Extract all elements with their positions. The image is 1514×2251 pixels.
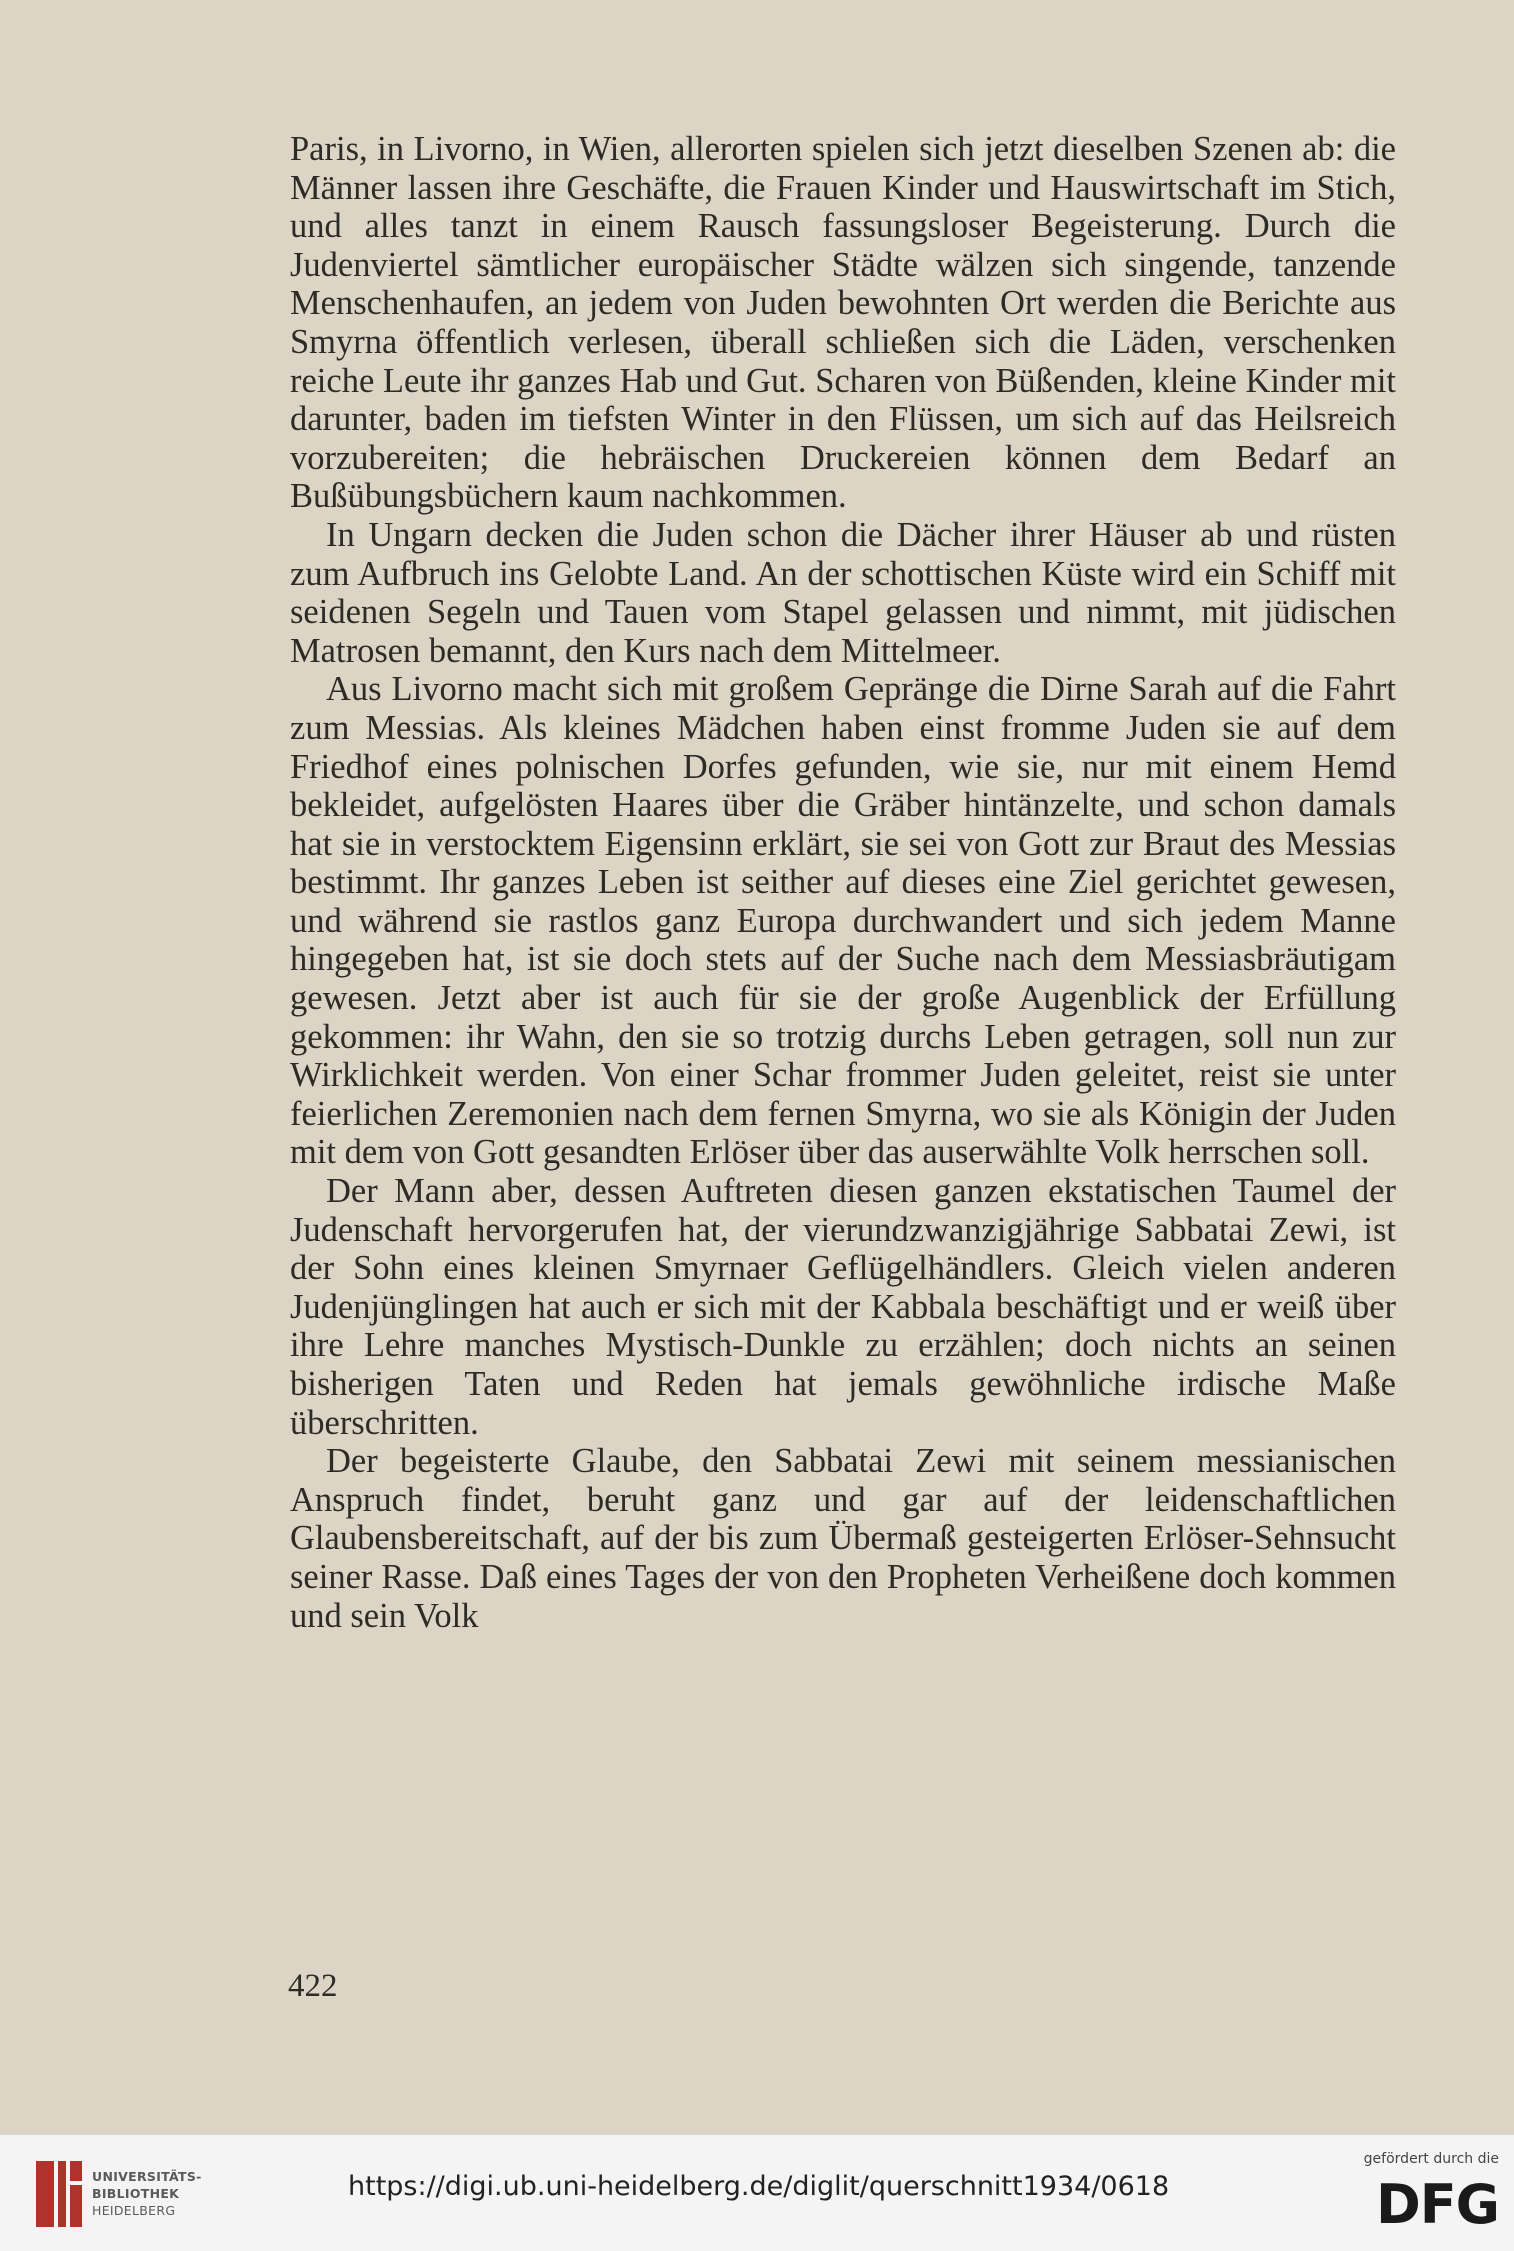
permalink-url[interactable]: https://digi.ub.uni-heidelberg.de/diglit/querschnitt1934/0618 [348, 2171, 1170, 2202]
dfg-logo: DFG [1375, 2173, 1499, 2236]
library-emblem-icon [34, 2159, 84, 2229]
viewer-footer [0, 2134, 1514, 2251]
paragraph: In Ungarn decken die Juden schon die Dächer ihrer Häuser ab und rüsten zum Aufbruch ins Gelobte Land. An der schottischen Küste wird ein Schiff mit seidenen Segeln und Tauen vom Stapel gelassen und nimmt, mit jüdischen Matrosen bemannt, den Kurs nach dem Mittelmeer. [290, 515, 1396, 670]
library-name-line: HEIDELBERG [92, 2203, 176, 2218]
page-number: 422 [288, 1968, 338, 2004]
paragraph: Aus Livorno macht sich mit großem Gepränge die Dirne Sarah auf die Fahrt zum Messias. Als kleines Mädchen haben einst fromme Juden sie auf dem Friedhof eines polnischen Dorfes gefunden, wie sie, nur mit einem Hemd bekleidet, aufgelösten Haares über die Gräber hintänzelte, und schon damals hat sie in verstocktem Eigensinn erklärt, sie sei von Gott zur Braut des Messias bestimmt. Ihr ganzes Leben ist seither auf dieses eine Ziel gerichtet gewesen, und während sie rastlos ganz Europa durchwandert und sich jedem Manne hingegeben hat, ist sie doch stets auf der Suche nach dem Messiasbräutigam gewesen. Jetzt aber ist auch für sie der große Augenblick der Erfüllung gekommen: ihr Wahn, den sie so trotzig durchs Leben getragen, soll nun zur Wirklichkeit werden. Von einer Schar frommer Juden geleitet, reist sie unter feierlichen Zeremonien nach dem fernen Smyrna, wo sie als Königin der Juden mit dem von Gott gesandten Erlöser über das auserwählte Volk herrschen soll. [290, 670, 1396, 1172]
library-name-line: UNIVERSITÄTS- [92, 2169, 202, 2184]
funder-block[interactable] [1334, 2151, 1499, 2241]
library-name-line: BIBLIOTHEK [92, 2186, 180, 2201]
paragraph: Der begeisterte Glaube, den Sabbatai Zewi mit seinem messianischen Anspruch findet, beruht ganz und gar auf der leidenschaftlichen Glaubensbereitschaft, auf der bis zum Übermaß gesteigerten Erlöser-Sehnsucht seiner Rasse. Daß eines Tages der von den Propheten Verheißene doch kommen und sein Volk [290, 1442, 1396, 1635]
paragraph: Paris, in Livorno, in Wien, allerorten spielen sich jetzt dieselben Szenen ab: die Männer lassen ihre Geschäfte, die Frauen Kinder und Hauswirtschaft im Stich, und alles tanzt in einem Rausch fassungsloser Begeisterung. Durch die Judenviertel sämtlicher europäischer Städte wälzen sich singende, tanzende Menschenhaufen, an jedem von Juden bewohnten Ort werden die Berichte aus Smyrna öffentlich verlesen, überall schließen sich die Läden, verschenken reiche Leute ihr ganzes Hab und Gut. Scharen von Büßenden, kleine Kinder mit darunter, baden im tiefsten Winter in den Flüssen, um sich auf das Heilsreich vorzubereiten; die hebräischen Druckereien können dem Bedarf an Bußübungsbüchern kaum nachkommen. [290, 130, 1396, 516]
library-name [92, 2168, 202, 2219]
library-logo[interactable] [34, 2159, 202, 2229]
body-text [290, 130, 1396, 1635]
funding-caption: gefördert durch die [1363, 2151, 1499, 2167]
paragraph: Der Mann aber, dessen Auftreten diesen ganzen ekstatischen Taumel der Judenschaft hervorgerufen hat, der vierundzwanzigjährige Sabbatai Zewi, ist der Sohn eines kleinen Smyrnaer Geflügelhändlers. Gleich vielen anderen Judenjünglingen hat auch er sich mit der Kabbala beschäftigt und er weiß über ihre Lehre manches Mystisch-Dunkle zu erzählen; doch nichts an seinen bisherigen Taten und Reden hat jemals gewöhnliche irdische Maße überschritten. [290, 1172, 1396, 1442]
